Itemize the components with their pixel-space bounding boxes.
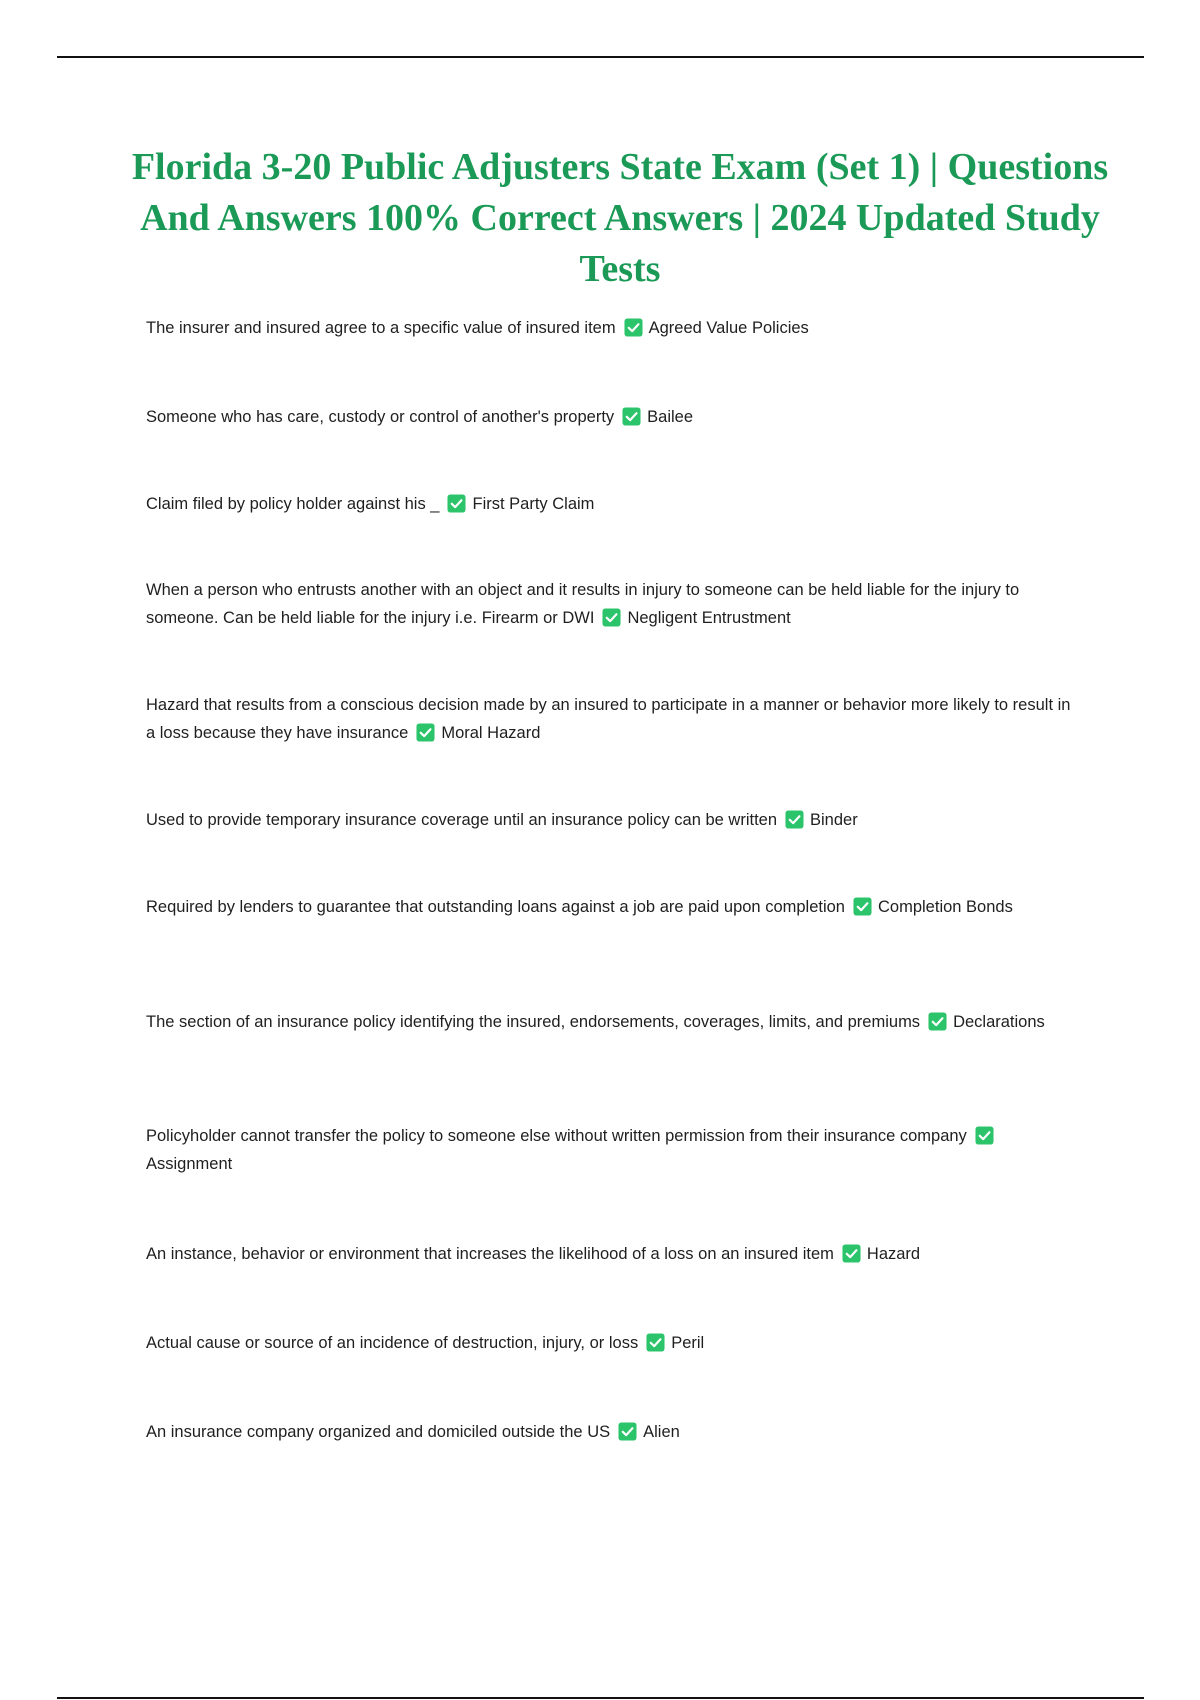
qa-item [146,893,1081,921]
question-text: An insurance company organized and domiciled outside the US [146,1423,611,1441]
qa-item [146,403,1081,431]
answer-text: Bailee [647,408,694,426]
question-text: Hazard that results from a conscious decision made by an insured to participate in a manner or behavior more likely to result in a loss because they have insurance [146,696,1071,742]
question-text: The insurer and insured agree to a specific value of insured item [146,319,616,337]
check-icon [624,318,643,337]
check-icon [416,723,435,742]
check-icon [622,407,641,426]
qa-item [146,314,1081,342]
answer-text: Negligent Entrustment [627,609,791,627]
question-text: When a person who entrusts another with an object and it results in injury to someone can be held liable for the injury to someone. Can be held liable for the injury i.e. Firearm or DWI [146,581,1020,627]
question-text: Required by lenders to guarantee that outstanding loans against a job are paid upon completion [146,898,845,916]
page-title: Florida 3-20 Public Adjusters State Exam (Set 1) | Questions And Answers 100% Correct Answers | 2024 Updated Study Tests [131,146,1109,290]
check-icon [602,608,621,627]
question-text: Actual cause or source of an incidence of destruction, injury, or loss [146,1334,639,1352]
answer-text: Assignment [146,1155,233,1173]
question-text: Someone who has care, custody or control of another's property [146,408,615,426]
answer-text: Declarations [953,1013,1045,1031]
qa-item [146,1008,1081,1036]
answer-text: Moral Hazard [441,724,541,742]
answer-text: Alien [643,1423,680,1441]
qa-item [146,576,1081,632]
check-icon [646,1333,665,1352]
qa-item [146,806,1081,834]
question-text: Claim filed by policy holder against his _ [146,495,440,513]
answer-text: First Party Claim [472,495,595,513]
qa-item [146,691,1081,747]
check-icon [928,1012,947,1031]
check-icon [618,1422,637,1441]
qa-item [146,1418,1081,1446]
check-icon [842,1244,861,1263]
answer-text: Hazard [866,1245,921,1263]
answer-text: Binder [810,811,858,829]
question-text: Used to provide temporary insurance coverage until an insurance policy can be written [146,811,778,829]
question-text: Policyholder cannot transfer the policy to someone else without written permission from their insurance company [146,1127,967,1145]
top-rule [57,56,1144,58]
check-icon [975,1126,994,1145]
answer-text: Peril [671,1334,705,1352]
question-text: The section of an insurance policy identifying the insured, endorsements, coverages, limits, and premiums [146,1013,921,1031]
answer-text: Agreed Value Policies [648,319,809,337]
answer-text: Completion Bonds [878,898,1013,916]
qa-item [146,1240,1081,1268]
question-text: An instance, behavior or environment that increases the likelihood of a loss on an insured item [146,1245,834,1263]
qa-item [146,490,1081,518]
bottom-rule [57,1697,1144,1699]
qa-item [146,1122,1081,1178]
check-icon [853,897,872,916]
check-icon [447,494,466,513]
check-icon [785,810,804,829]
qa-item [146,1329,1081,1357]
